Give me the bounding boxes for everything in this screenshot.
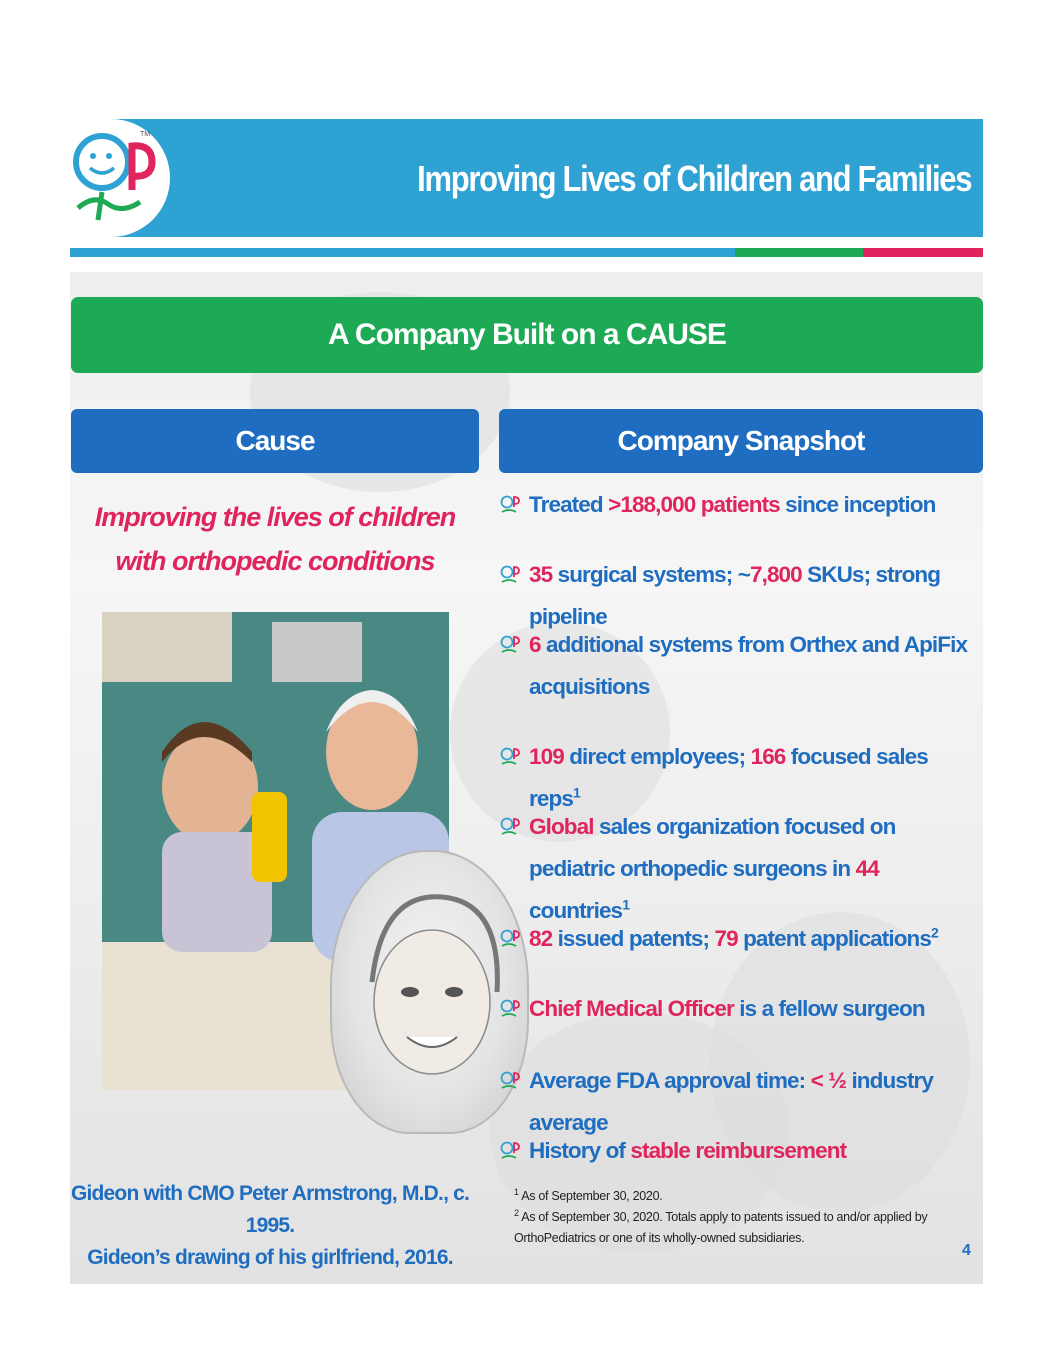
op-logo-bullet-icon xyxy=(500,745,520,769)
b8-highlight: < ½ xyxy=(810,1068,847,1093)
op-logo-bullet-icon xyxy=(500,1139,520,1163)
op-logo-bullet-icon xyxy=(500,927,520,951)
op-logo-bullet-icon xyxy=(500,1069,520,1093)
b4-text2: focused sales reps xyxy=(529,744,928,811)
b4-highlight1: 109 xyxy=(529,744,564,769)
b5-highlight2: 44 xyxy=(855,856,879,881)
footnote-1-text: As of September 30, 2020. xyxy=(518,1189,663,1203)
b3-text1: additional systems from Orthex and ApiFix acquisitions xyxy=(529,632,968,699)
b9-highlight: stable reimbursement xyxy=(630,1138,847,1163)
b6-footnote-mark: 2 xyxy=(931,924,938,941)
b6-text1: issued patents; xyxy=(552,926,715,951)
b8-text2: industry average xyxy=(529,1068,934,1135)
snapshot-heading: Company Snapshot xyxy=(499,409,983,473)
b1-highlight: >188,000 patients xyxy=(608,492,780,517)
snapshot-item-global xyxy=(500,806,970,932)
b4-footnote-mark: 1 xyxy=(572,784,580,801)
cause-statement xyxy=(90,495,460,583)
b4-text1: direct employees; xyxy=(563,744,751,769)
snapshot-item-patients xyxy=(500,484,970,526)
b5-footnote-mark: 1 xyxy=(622,896,630,913)
page-title: Improving Lives of Children and Families xyxy=(417,158,971,199)
accent-stripe-green xyxy=(735,248,863,257)
b5-highlight1: Global xyxy=(529,814,594,839)
b2-highlight1: 35 xyxy=(529,562,553,587)
op-logo-bullet-icon xyxy=(500,493,520,517)
b6-highlight1: 82 xyxy=(529,926,553,951)
footnote-2-text: As of September 30, 2020. Totals apply to patents issued to and/or applied by OrthoPediatrics or one of its wholly-owned subsidiaries. xyxy=(514,1210,928,1245)
footnote-2-mark: 2 xyxy=(514,1207,519,1218)
snapshot-item-acquisitions xyxy=(500,624,970,708)
op-logo-bullet-icon xyxy=(500,815,520,839)
b2-text1: surgical systems; ~ xyxy=(552,562,750,587)
b8-text1: Average FDA approval time: xyxy=(529,1068,811,1093)
cause-banner: A Company Built on a CAUSE xyxy=(71,297,983,373)
photo-caption-line2: Gideon’s drawing of his girlfriend, 2016. xyxy=(87,1246,453,1269)
footnote-1-mark: 1 xyxy=(514,1186,519,1197)
b6-highlight2: 79 xyxy=(714,926,738,951)
op-logo-bullet-icon xyxy=(500,997,520,1021)
accent-stripe-red xyxy=(863,248,983,257)
b3-highlight: 6 xyxy=(529,632,541,657)
photo-caption-line1: Gideon with CMO Peter Armstrong, M.D., c. 1995. xyxy=(70,1182,470,1237)
b4-highlight2: 166 xyxy=(750,744,786,769)
b2-highlight2: 7,800 xyxy=(749,562,802,587)
snapshot-item-patents xyxy=(500,918,970,960)
op-logo-bullet-icon xyxy=(500,563,520,587)
b7-text1: is a fellow surgeon xyxy=(733,996,925,1021)
page-number: 4 xyxy=(962,1242,971,1259)
b6-text2: patent applications xyxy=(737,926,931,951)
b5-text1: sales organization focused on pediatric orthopedic surgeons in xyxy=(529,814,896,881)
footnotes xyxy=(514,1186,934,1249)
cause-statement-line1: Improving the lives of children xyxy=(94,502,456,532)
footnote-2 xyxy=(514,1207,934,1249)
b7-highlight: Chief Medical Officer xyxy=(529,996,734,1021)
b9-text1: History of xyxy=(529,1138,631,1163)
op-logo-bullet-icon xyxy=(500,633,520,657)
photo-caption xyxy=(70,1178,470,1274)
b1-text1: Treated xyxy=(529,492,609,517)
footnote-1 xyxy=(514,1186,934,1207)
snapshot-item-reimbursement xyxy=(500,1130,970,1172)
b5-text2: countries xyxy=(529,898,623,923)
orthopediatrics-logo xyxy=(72,120,162,232)
b2-text2: SKUs; strong pipeline xyxy=(529,562,941,629)
b1-text2: since inception xyxy=(779,492,936,517)
cause-statement-line2: with orthopedic conditions xyxy=(115,546,435,576)
cause-heading: Cause xyxy=(71,409,479,473)
snapshot-item-cmo xyxy=(500,988,970,1030)
accent-stripe-blue xyxy=(70,248,735,257)
trademark-mark: TM xyxy=(140,131,151,138)
